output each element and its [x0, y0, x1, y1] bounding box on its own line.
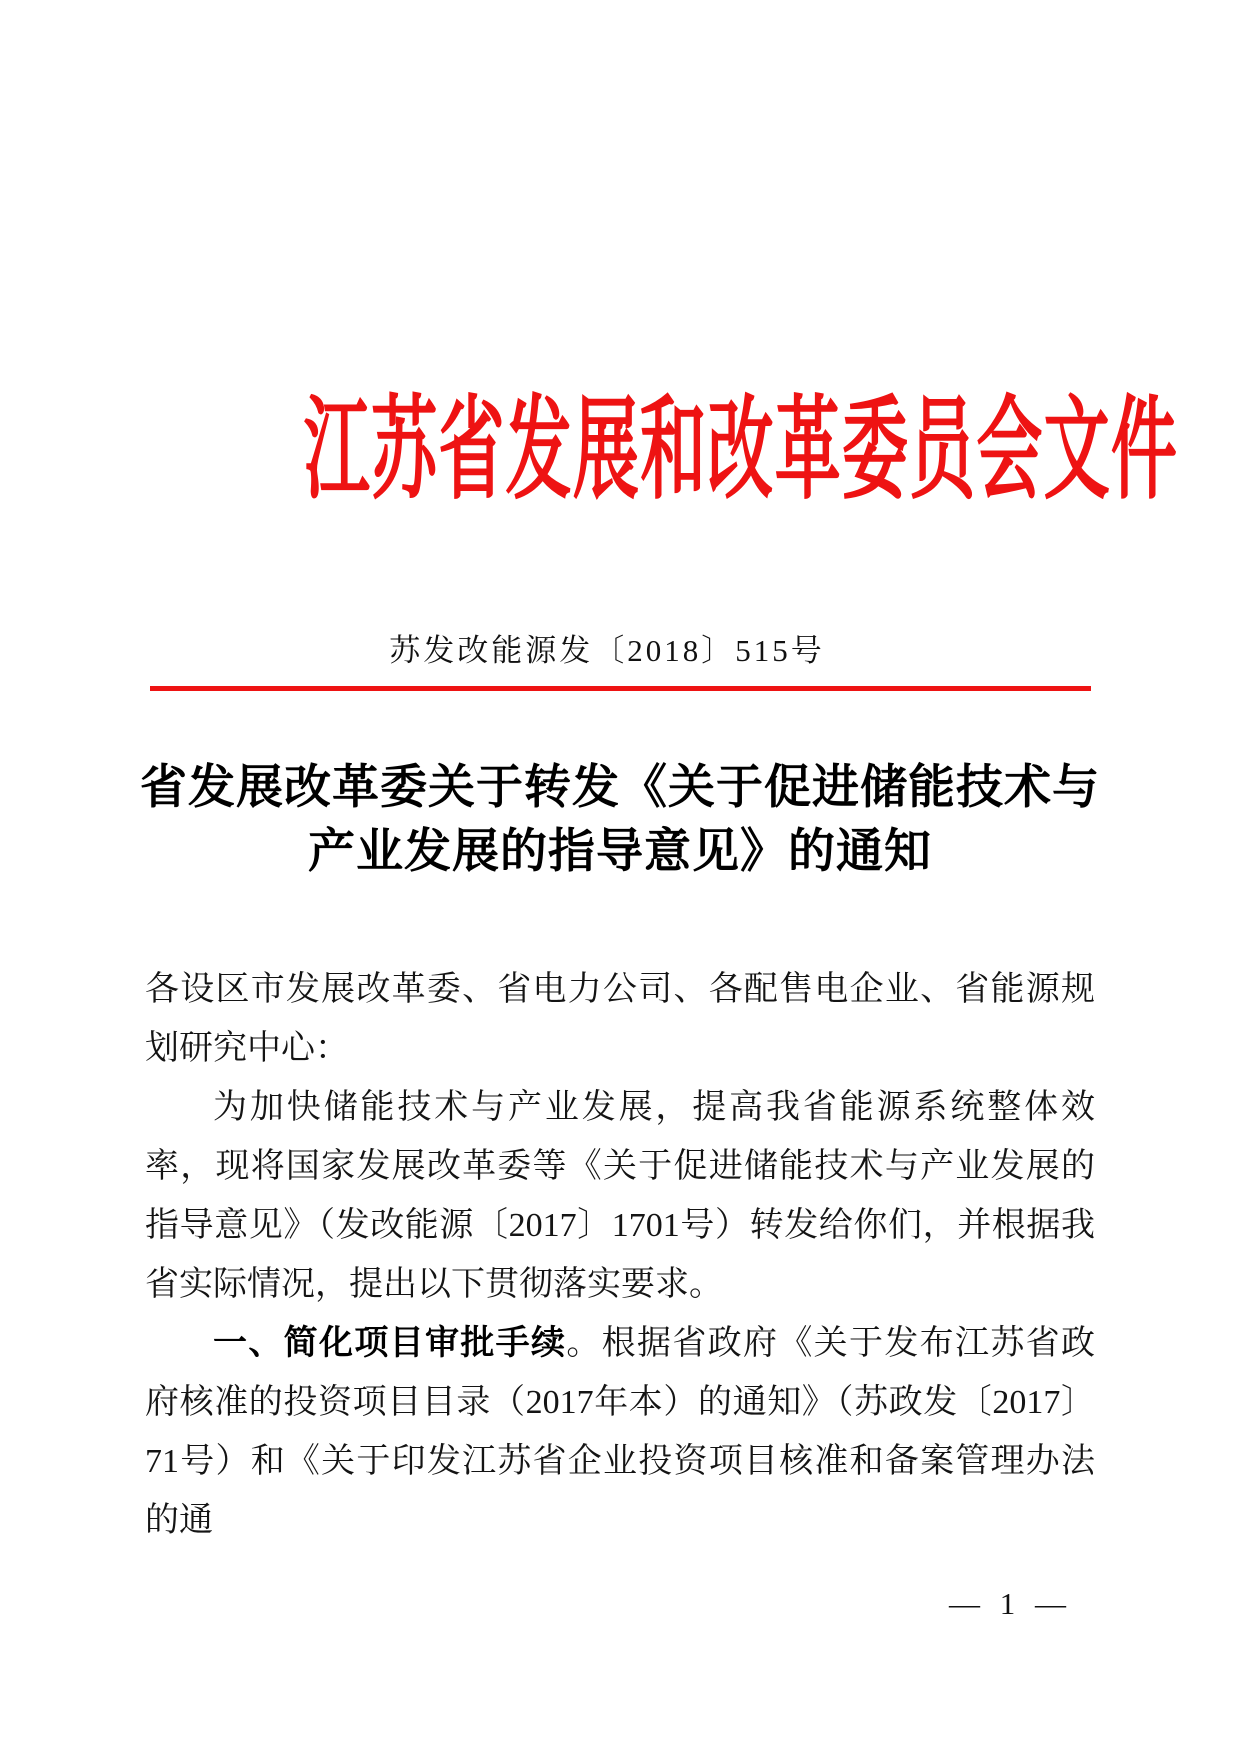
red-header-banner — [0, 389, 1240, 513]
red-divider-line — [150, 686, 1091, 691]
recipients-salutation: 各设区市发展改革委、省电力公司、各配售电企业、省能源规划研究中心： — [145, 971, 1095, 1067]
body-paragraph-2-text: 。根据省政府《关于发布江苏省政府核准的投资项目目录（2017年本）的通知》（苏政发〔2017〕71号）和《关于印发江苏省企业投资项目核准和备案管理办法的通 — [145, 1325, 1096, 1539]
issuing-agency-banner-title: 江苏省发展和改革委员会文件 — [303, 389, 1179, 513]
document-title-line1: 省发展改革委关于转发《关于促进储能技术与 — [140, 762, 1100, 814]
document-title — [70, 756, 1170, 884]
document-number: 苏发改能源发〔2018〕515号 — [389, 633, 825, 668]
document-body — [145, 960, 1095, 1550]
body-paragraph-1: 为加快储能技术与产业发展，提高我省能源系统整体效率，现将国家发展改革委等《关于促进储能技术与产业发展的指导意见》（发改能源〔2017〕1701号）转发给你们，并根据我省实际情况，提出以下贯彻落实要求。 — [145, 1089, 1095, 1303]
body-paragraph-2 — [145, 1314, 1095, 1550]
section-heading-bold: 一、简化项目审批手续 — [213, 1324, 567, 1362]
page-number: — 1 — — [949, 1586, 1072, 1621]
document-title-line2: 产业发展的指导意见》的通知 — [308, 826, 932, 878]
